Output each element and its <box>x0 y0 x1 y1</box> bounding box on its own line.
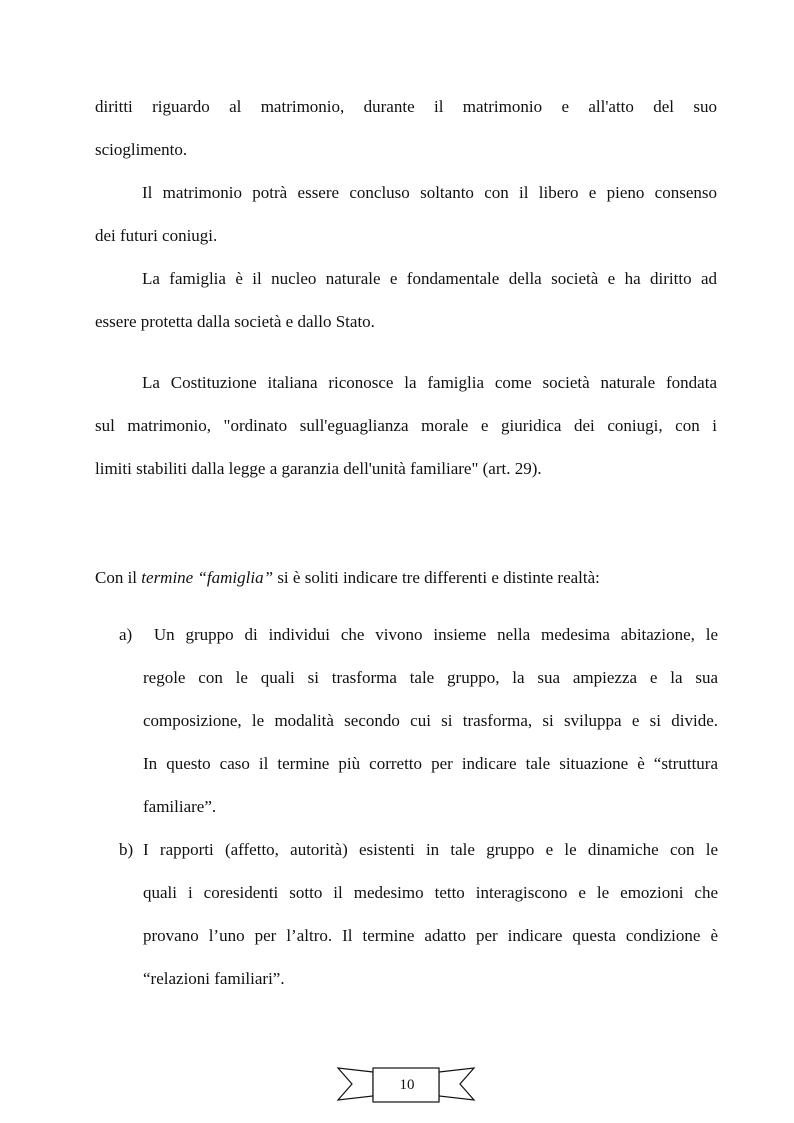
list-item-b-line-3: provano l’uno per l’altro. Il termine adatto per indicare questa condizione è <box>143 926 718 945</box>
list-item-a-line-4: In questo caso il termine più corretto per indicare tale situazione è “struttura <box>143 754 718 773</box>
paragraph-4-line-3: limiti stabiliti dalla legge a garanzia dell'unità familiare" (art. 29). <box>95 459 542 478</box>
paragraph-1-line-2: scioglimento. <box>95 140 188 159</box>
list-marker-a: a) <box>119 625 133 644</box>
paragraph-2-line-2: dei futuri coniugi. <box>95 226 218 245</box>
list-item-a-line-5: familiare”. <box>143 797 217 816</box>
paragraph-4-line-2: sul matrimonio, "ordinato sull'eguaglianza morale e giuridica dei coniugi, con i <box>95 416 717 435</box>
paragraph-4-line-1: La Costituzione italiana riconosce la famiglia come società naturale fondata <box>142 373 717 392</box>
intro-line <box>95 568 717 588</box>
paragraph-1-line-1: diritti riguardo al matrimonio, durante il matrimonio e all'atto del suo <box>95 97 717 116</box>
page-number: 10 <box>399 1077 415 1093</box>
intro-suffix: si è soliti indicare tre differenti e distinte realtà: <box>273 568 600 587</box>
paragraph-3-line-1: La famiglia è il nucleo naturale e fondamentale della società e ha diritto ad <box>142 269 717 288</box>
list-item-b-line-4: “relazioni familiari”. <box>143 969 285 988</box>
intro-italic-term: termine “famiglia” <box>141 568 274 587</box>
list-item-a-line-2: regole con le quali si trasforma tale gruppo, la sua ampiezza e la sua <box>143 668 718 687</box>
list-item-b-line-1: I rapporti (affetto, autorità) esistenti in tale gruppo e le dinamiche con le <box>143 840 718 859</box>
list-item-a-line-1: Un gruppo di individui che vivono insieme nella medesima abitazione, le <box>143 625 718 644</box>
intro-prefix: Con il <box>95 568 142 587</box>
paragraph-3-line-2: essere protetta dalla società e dallo Stato. <box>95 312 375 331</box>
list-item-b-line-2: quali i coresidenti sotto il medesimo tetto interagiscono e le emozioni che <box>143 883 718 902</box>
list-marker-b: b) <box>119 840 134 859</box>
paragraph-2-line-1: Il matrimonio potrà essere concluso soltanto con il libero e pieno consenso <box>142 183 717 202</box>
list-item-a-line-3: composizione, le modalità secondo cui si trasforma, si sviluppa e si divide. <box>143 711 718 730</box>
